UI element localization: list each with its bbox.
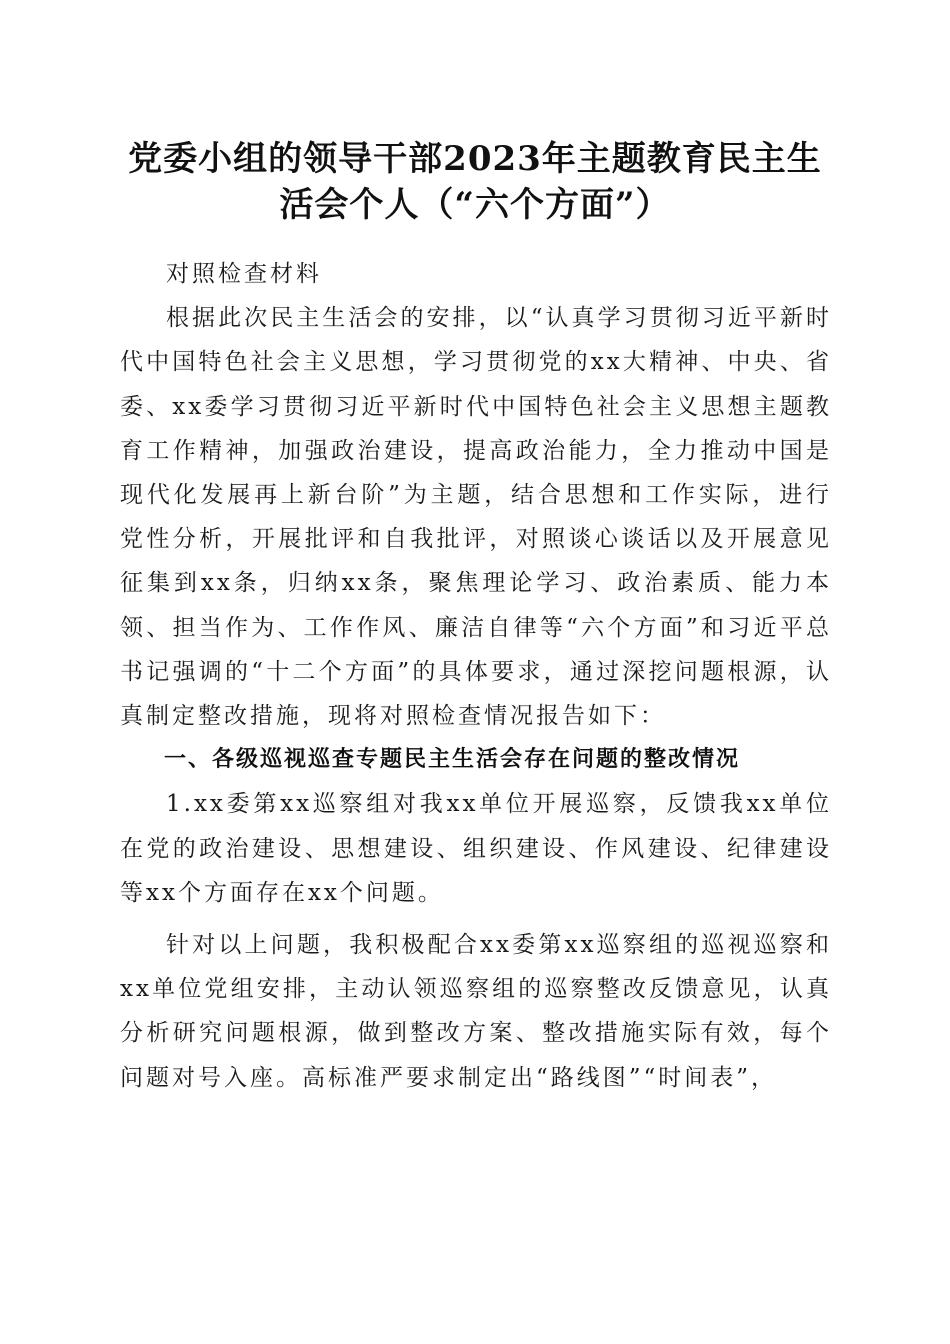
document-body <box>120 252 832 1100</box>
section-heading: 一、各级巡视巡查专题民主生活会存在问题的整改情况 <box>164 747 741 773</box>
title-line-1: 党委小组的领导干部2023年主题教育民主生 <box>128 139 822 179</box>
section-paragraph-2: 针对以上问题，我积极配合xx委第xx巡察组的巡视巡察和xx单位党组安排，主动认领巡察组的巡察整改反馈意见，认真分析研究问题根源，做到整改方案、整改措施实际有效，每个问题对号入座。高标准严要求制定出“路线图”“时间表”， <box>120 932 832 1091</box>
title-line-2: 活会个人（“六个方面”） <box>279 185 671 225</box>
subtitle: 对照检查材料 <box>166 261 322 287</box>
intro-paragraph: 根据此次民主生活会的安排，以“认真学习贯彻习近平新时代中国特色社会主义思想，学习贯彻党的xx大精神、中央、省委、xx委学习贯彻习近平新时代中国特色社会主义思想主题教育工作精神，加强政治建设，提高政治能力，全力推动中国是现代化发展再上新台阶”为主题，结合思想和工作实际，进行党性分析，开展批评和自我批评，对照谈心谈话以及开展意见征集到xx条，归纳xx条，聚焦理论学习、政治素质、能力本领、担当作为、工作作风、廉洁自律等“六个方面”和习近平总书记强调的“十二个方面”的具体要求，通过深挖问题根源，认真制定整改措施，现将对照检查情况报告如下： <box>120 305 832 730</box>
section-paragraph-1: 1.xx委第xx巡察组对我xx单位开展巡察，反馈我xx单位在党的政治建设、思想建设、组织建设、作风建设、纪律建设等xx个方面存在xx个问题。 <box>120 791 832 906</box>
document-title <box>95 136 855 228</box>
